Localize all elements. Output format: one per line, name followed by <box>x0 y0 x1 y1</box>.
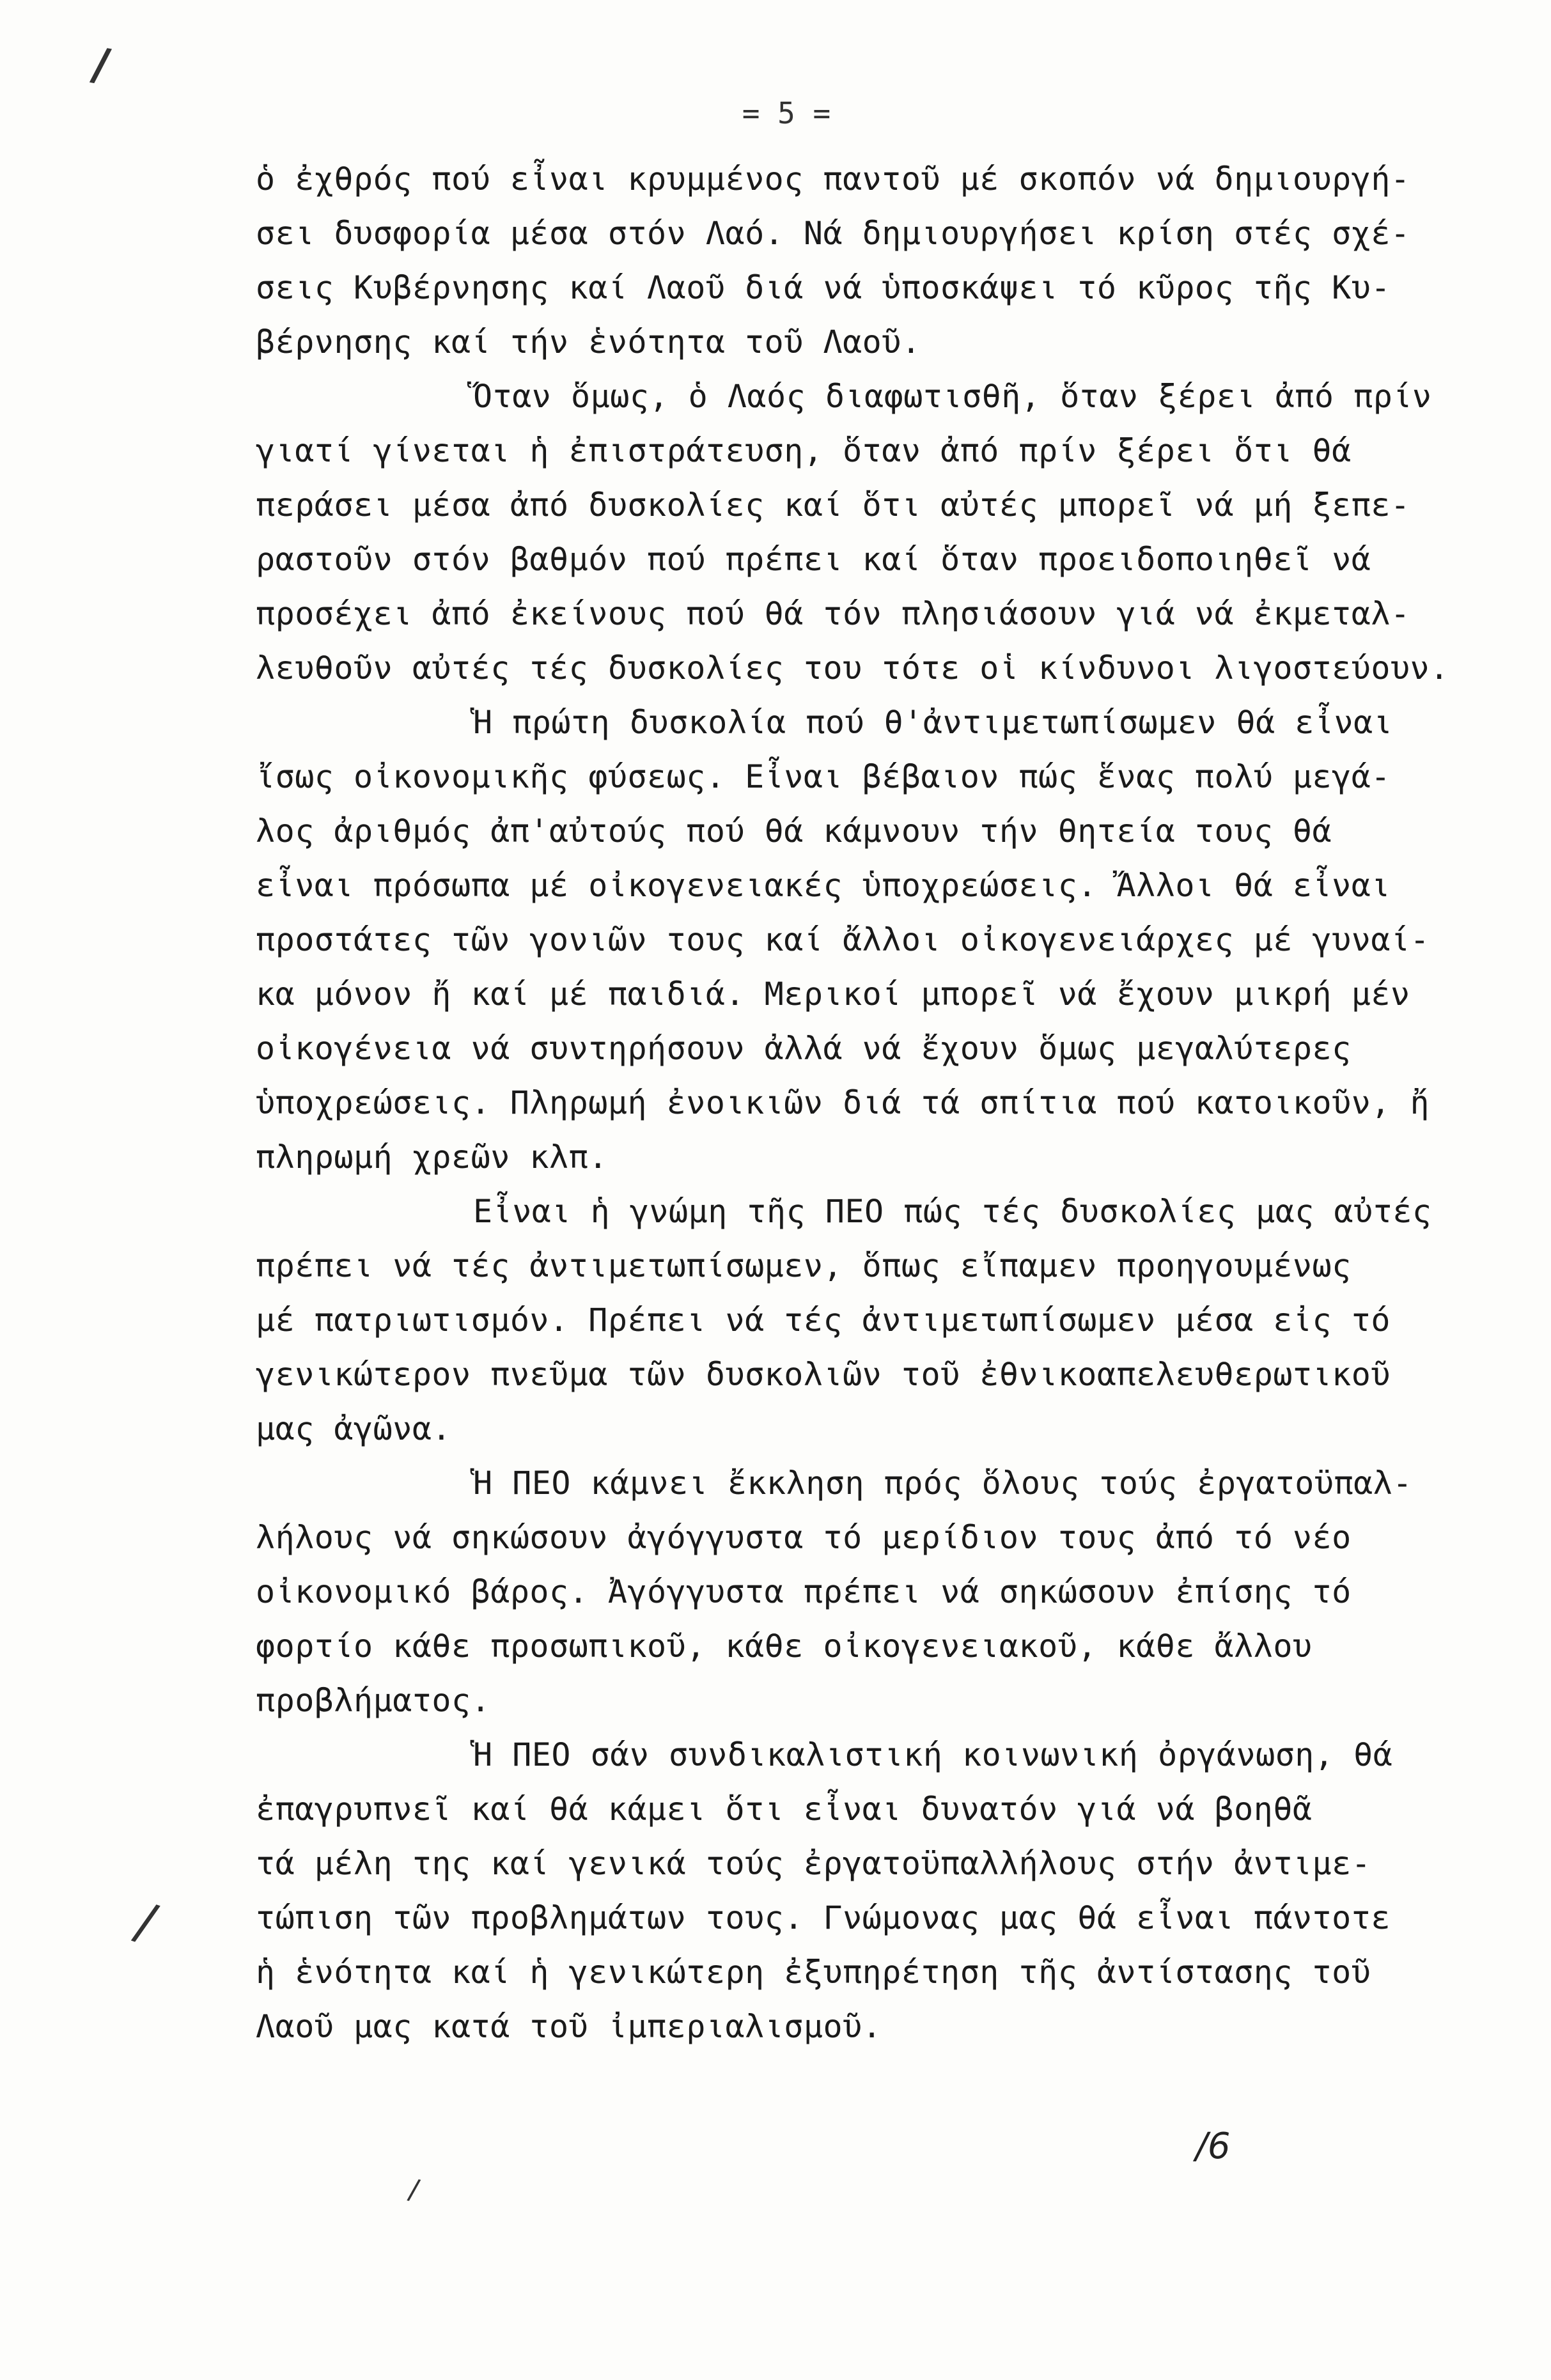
text-line: ἴσως οἰκονομικῆς φύσεως. Εἶναι βέβαιον πώς ἕνας πολύ μεγά- <box>256 758 1391 795</box>
text-line: κα μόνον ἤ καί μέ παιδιά. Μερικοί μπορεῖ νά ἔχουν μικρή μέν <box>256 976 1410 1013</box>
text-line: οἰκονομικό βάρος. Ἀγόγγυστα πρέπει νά σηκώσουν ἐπίσης τό <box>256 1573 1352 1610</box>
text-line: μέ πατριωτισμόν. Πρέπει νά τές ἀντιμετωπίσωμεν μέσα εἰς τό <box>256 1302 1391 1339</box>
text-line: Ἡ ΠΕΟ σάν συνδικαλιστική κοινωνική ὀργάνωση, θά <box>473 1736 1393 1773</box>
text-line: ὑποχρεώσεις. Πληρωμή ἐνοικιῶν διά τά σπίτια πού κατοικοῦν, ἤ <box>256 1084 1430 1121</box>
text-line: γιατί γίνεται ἡ ἐπιστράτευση, ὅταν ἀπό πρίν ξέρει ὅτι θά <box>256 432 1352 469</box>
next-page-marker: /6 <box>1196 2126 1231 2167</box>
page-number: = 5 = <box>742 96 831 130</box>
stray-mark-top-left: / <box>88 37 114 92</box>
text-line: προσέχει ἀπό ἐκείνους πού θά τόν πλησιάσουν γιά νά ἐκμεταλ- <box>256 595 1410 632</box>
text-line: εἶναι πρόσωπα μέ οἰκογενειακές ὑποχρεώσεις. Ἄλλοι θά εἶναι <box>256 867 1391 904</box>
text-line: λος ἀριθμός ἀπ'αὐτούς πού θά κάμνουν τήν θητεία τους θά <box>256 813 1332 850</box>
text-line: τά μέλη της καί γενικά τούς ἐργατοϋπαλλήλους στήν ἀντιμε- <box>256 1845 1371 1882</box>
text-line: λευθοῦν αὐτές τές δυσκολίες του τότε οἱ κίνδυνοι λιγοστεύουν. <box>256 649 1449 687</box>
text-line: προστάτες τῶν γονιῶν τους καί ἄλλοι οἰκογενειάρχες μέ γυναί- <box>256 921 1430 958</box>
text-line: σεις Κυβέρνησης καί Λαοῦ διά νά ὑποσκάψει τό κῦρος τῆς Κυ- <box>256 269 1391 306</box>
text-line: ὁ ἐχθρός πού εἶναι κρυμμένος παντοῦ μέ σκοπόν νά δημιουργή- <box>256 160 1410 198</box>
text-line: μας ἀγῶνα. <box>256 1410 452 1447</box>
text-line: τώπιση τῶν προβλημάτων τους. Γνώμονας μας θά εἶναι πάντοτε <box>256 1899 1391 1936</box>
text-line: σει δυσφορία μέσα στόν Λαό. Νά δημιουργήσει κρίση στές σχέ- <box>256 215 1410 252</box>
text-line: πληρωμή χρεῶν κλπ. <box>256 1139 608 1176</box>
text-line: ἐπαγρυπνεῖ καί θά κάμει ὅτι εἶναι δυνατόν γιά νά βοηθᾶ <box>256 1791 1313 1828</box>
stray-mark-left-margin: / <box>129 1891 164 1953</box>
stray-mark-bottom: / <box>405 2173 422 2207</box>
text-line: Ἡ ΠΕΟ κάμνει ἔκκληση πρός ὅλους τούς ἐργατοϋπαλ- <box>473 1465 1412 1502</box>
text-line: βέρνησης καί τήν ἑνότητα τοῦ Λαοῦ. <box>256 323 921 361</box>
text-line: ἡ ἑνότητα καί ἡ γενικώτερη ἐξυπηρέτηση τῆς ἀντίστασης τοῦ <box>256 1954 1371 1991</box>
text-line: λήλους νά σηκώσουν ἀγόγγυστα τό μερίδιον τους ἀπό τό νέο <box>256 1519 1352 1556</box>
text-line: περάσει μέσα ἀπό δυσκολίες καί ὅτι αὐτές μπορεῖ νά μή ξεπε- <box>256 486 1410 524</box>
text-line: Ἡ πρώτη δυσκολία πού θ'ἀντιμετωπίσωμεν θά εἶναι <box>473 704 1393 741</box>
text-line: ραστοῦν στόν βαθμόν πού πρέπει καί ὅταν προειδοποιηθεῖ νά <box>256 541 1371 578</box>
text-line: γενικώτερον πνεῦμα τῶν δυσκολιῶν τοῦ ἐθνικοαπελευθερωτικοῦ <box>256 1356 1391 1393</box>
text-line: οἰκογένεια νά συντηρήσουν ἀλλά νά ἔχουν ὅμως μεγαλύτερες <box>256 1030 1352 1067</box>
text-line: Λαοῦ μας κατά τοῦ ἰμπεριαλισμοῦ. <box>256 2008 882 2045</box>
text-line: φορτίο κάθε προσωπικοῦ, κάθε οἰκογενειακοῦ, κάθε ἄλλου <box>256 1628 1313 1665</box>
text-line: Ὅταν ὅμως, ὁ Λαός διαφωτισθῆ, ὅταν ξέρει ἀπό πρίν <box>473 378 1432 415</box>
text-line: Εἶναι ἡ γνώμη τῆς ΠΕΟ πώς τές δυσκολίες μας αὐτές <box>473 1193 1432 1230</box>
text-line: προβλήματος. <box>256 1682 491 1719</box>
text-line: πρέπει νά τές ἀντιμετωπίσωμεν, ὅπως εἴπαμεν προηγουμένως <box>256 1247 1352 1284</box>
body-text <box>256 152 1470 2054</box>
